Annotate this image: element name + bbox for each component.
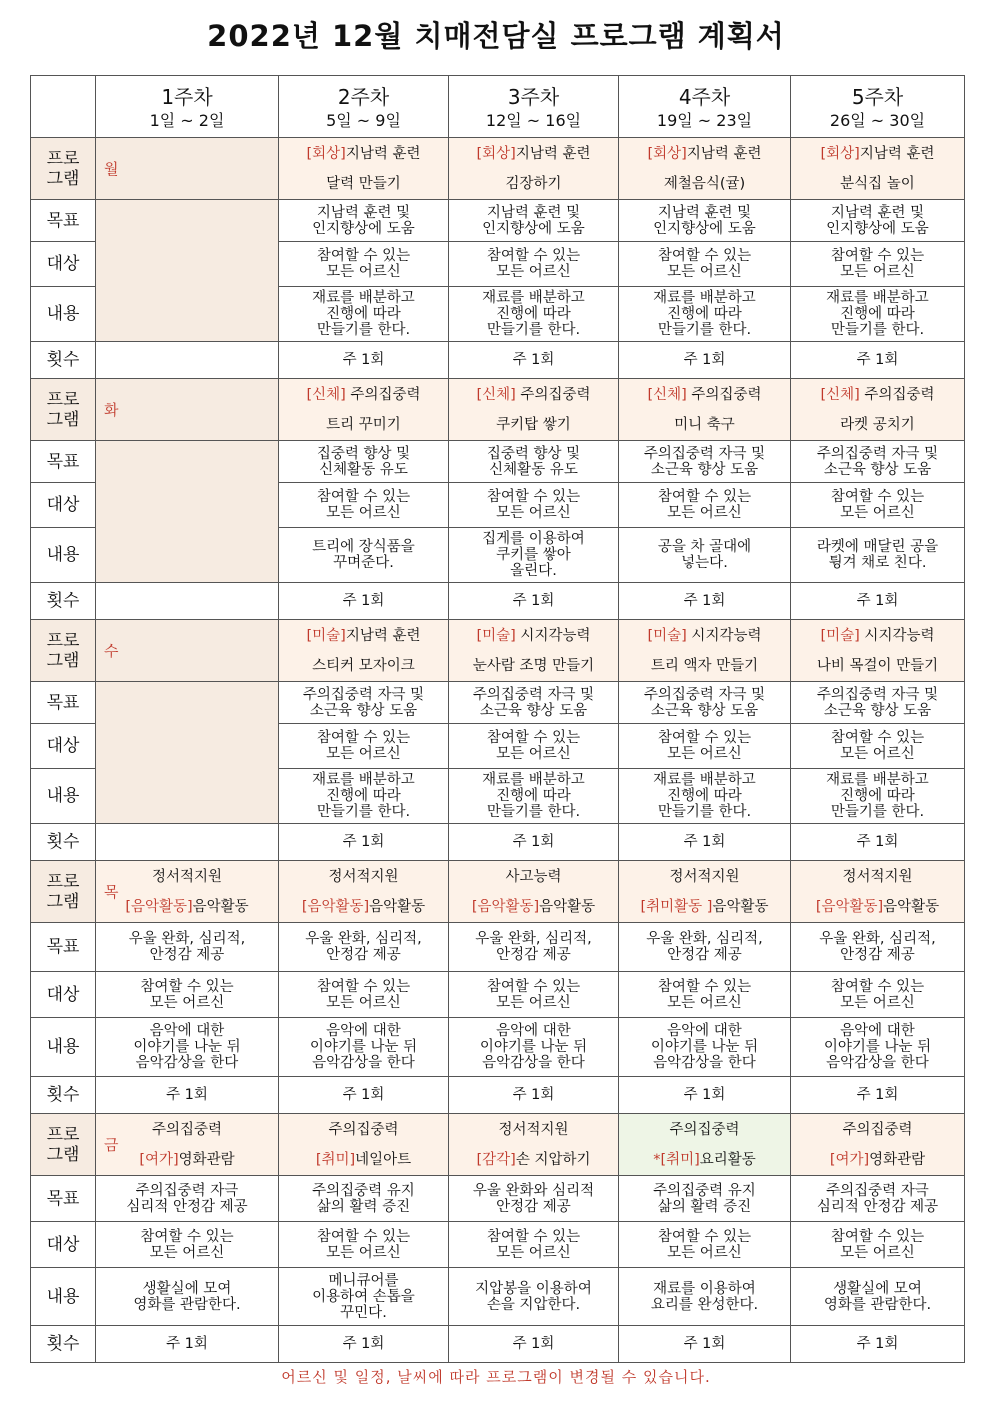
program-title: 요리활동 <box>699 1151 756 1168</box>
weekday-label: 목 <box>104 882 119 901</box>
category-tag: [미술] <box>476 627 516 644</box>
target-cell: 참여할 수 있는 모든 어르신 <box>791 724 965 769</box>
program-focus: 지남력 훈련 <box>686 145 762 162</box>
content-cell: 재료를 배분하고 진행에 따라 만들기를 한다. <box>619 769 791 824</box>
row-label-goal: 목표 <box>31 441 96 483</box>
count-cell: 주 1회 <box>279 1326 449 1363</box>
category-tag: [신체] <box>306 386 346 403</box>
program-cell <box>619 379 791 441</box>
content-cell: 집게를 이용하여 쿠키를 쌓아 올린다. <box>449 528 619 583</box>
content-cell: 재료를 이용하여 요리를 완성한다. <box>619 1268 791 1326</box>
change-notice: 어르신 및 일정, 날씨에 따라 프로그램이 변경될 수 있습니다. <box>281 1368 711 1386</box>
program-focus: 지남력 훈련 <box>345 627 421 644</box>
target-cell: 참여할 수 있는 모든 어르신 <box>619 724 791 769</box>
week1-empty-cell <box>96 824 279 861</box>
program-title: 음악활동 <box>712 898 769 915</box>
target-cell: 참여할 수 있는 모든 어르신 <box>279 724 449 769</box>
program-cell <box>449 1114 619 1176</box>
row-label-count: 횟수 <box>31 1077 96 1114</box>
program-focus: 정서적지원 <box>842 868 913 885</box>
program-row <box>31 1114 965 1176</box>
row-label-goal: 목표 <box>31 923 96 972</box>
target-cell: 참여할 수 있는 모든 어르신 <box>96 972 279 1018</box>
goal-cell: 주의집중력 자극 심리적 안정감 제공 <box>791 1176 965 1222</box>
goal-cell: 지남력 훈련 및 인지향상에 도움 <box>279 200 449 242</box>
program-title: 나비 목걸이 만들기 <box>816 657 939 674</box>
program-title: 음악활동 <box>369 898 426 915</box>
program-focus: 사고능력 <box>505 868 562 885</box>
content-row <box>31 1018 965 1077</box>
target-cell: 참여할 수 있는 모든 어르신 <box>279 242 449 287</box>
target-cell: 참여할 수 있는 모든 어르신 <box>449 724 619 769</box>
target-cell: 참여할 수 있는 모든 어르신 <box>279 483 449 528</box>
row-label-target: 대상 <box>31 483 96 528</box>
category-tag: [여가] <box>139 1151 179 1168</box>
program-title: 음악활동 <box>192 898 249 915</box>
content-cell: 음악에 대한 이야기를 나눈 뒤 음악감상을 한다 <box>619 1018 791 1077</box>
row-label-target: 대상 <box>31 972 96 1018</box>
count-cell: 주 1회 <box>279 1077 449 1114</box>
target-cell: 참여할 수 있는 모든 어르신 <box>619 483 791 528</box>
goal-cell: 우울 완화, 심리적, 안정감 제공 <box>791 923 965 972</box>
content-cell: 재료를 배분하고 진행에 따라 만들기를 한다. <box>619 287 791 342</box>
count-cell: 주 1회 <box>96 1326 279 1363</box>
content-cell: 재료를 배분하고 진행에 따라 만들기를 한다. <box>449 287 619 342</box>
row-label-target: 대상 <box>31 242 96 287</box>
row-label-count: 횟수 <box>31 583 96 620</box>
row-label-goal: 목표 <box>31 200 96 242</box>
program-focus: 정서적지원 <box>328 868 399 885</box>
category-tag: [미술] <box>647 627 687 644</box>
target-cell: 참여할 수 있는 모든 어르신 <box>791 1222 965 1268</box>
goal-cell: 주의집중력 자극 및 소근육 향상 도움 <box>279 682 449 724</box>
content-cell: 음악에 대한 이야기를 나눈 뒤 음악감상을 한다 <box>449 1018 619 1077</box>
program-focus: 시지각능력 <box>515 627 591 644</box>
goal-cell: 우울 완화, 심리적, 안정감 제공 <box>449 923 619 972</box>
program-focus: 지남력 훈련 <box>345 145 421 162</box>
week-header-row <box>31 76 965 138</box>
program-cell <box>449 138 619 200</box>
goal-cell: 우울 완화, 심리적, 안정감 제공 <box>279 923 449 972</box>
count-cell: 주 1회 <box>449 1077 619 1114</box>
row-label-content: 내용 <box>31 1018 96 1077</box>
goal-cell: 우울 완화, 심리적, 안정감 제공 <box>96 923 279 972</box>
category-tag: [미술] <box>820 627 860 644</box>
category-tag: [취미활동 ] <box>640 898 713 915</box>
program-cell <box>279 1114 449 1176</box>
program-title: 제철음식(귤) <box>663 175 746 192</box>
program-title: 영화관람 <box>178 1151 235 1168</box>
count-cell: 주 1회 <box>279 583 449 620</box>
goal-row <box>31 441 965 483</box>
target-cell: 참여할 수 있는 모든 어르신 <box>619 972 791 1018</box>
program-focus: 주의집중력 <box>669 1121 740 1138</box>
program-title: 음악활동 <box>539 898 596 915</box>
goal-row <box>31 200 965 242</box>
goal-row <box>31 1176 965 1222</box>
target-cell: 참여할 수 있는 모든 어르신 <box>279 1222 449 1268</box>
target-cell: 참여할 수 있는 모든 어르신 <box>279 972 449 1018</box>
program-title: 영화관람 <box>869 1151 926 1168</box>
page-title: 2022년 12월 치매전담실 프로그램 계획서 <box>207 19 785 53</box>
count-cell: 주 1회 <box>449 583 619 620</box>
week1-empty-cell <box>96 682 279 824</box>
program-row <box>31 138 965 200</box>
program-cell <box>791 620 965 682</box>
program-title: 눈사람 조명 만들기 <box>472 657 595 674</box>
program-focus: 정서적지원 <box>151 868 223 885</box>
weekday-label: 화 <box>96 379 279 441</box>
count-cell: 주 1회 <box>791 1077 965 1114</box>
category-tag: [신체] <box>647 386 687 403</box>
program-focus: 지남력 훈련 <box>859 145 935 162</box>
program-focus: 주의집중력 <box>515 386 591 403</box>
program-cell <box>279 861 449 923</box>
count-row <box>31 1077 965 1114</box>
category-tag: [회상] <box>647 145 687 162</box>
row-label-target: 대상 <box>31 724 96 769</box>
category-tag: [여가] <box>829 1151 870 1168</box>
week-header: 3주차 12일 ~ 16일 <box>449 76 619 138</box>
program-title: 스티커 모자이크 <box>312 657 415 674</box>
content-cell: 재료를 배분하고 진행에 따라 만들기를 한다. <box>449 769 619 824</box>
count-cell: 주 1회 <box>791 824 965 861</box>
category-tag: [음악활동] <box>815 898 884 915</box>
count-cell: 주 1회 <box>449 342 619 379</box>
week-header: 5주차 26일 ~ 30일 <box>791 76 965 138</box>
row-label-program: 프로 그램 <box>31 861 96 923</box>
goal-cell: 주의집중력 자극 및 소근육 향상 도움 <box>791 441 965 483</box>
target-row <box>31 1222 965 1268</box>
category-tag: [회상] <box>476 145 516 162</box>
content-cell: 라켓에 매달린 공을 튕겨 채로 친다. <box>791 528 965 583</box>
category-tag: [음악활동] <box>125 898 193 915</box>
row-label-content: 내용 <box>31 287 96 342</box>
program-title: 분식집 놀이 <box>840 175 915 192</box>
week1-empty-cell <box>96 200 279 342</box>
count-cell: 주 1회 <box>619 1077 791 1114</box>
row-label-program: 프로 그램 <box>31 620 96 682</box>
program-title: 네일아트 <box>355 1151 412 1168</box>
content-cell: 재료를 배분하고 진행에 따라 만들기를 한다. <box>791 287 965 342</box>
content-cell: 음악에 대한 이야기를 나눈 뒤 음악감상을 한다 <box>96 1018 279 1077</box>
content-cell: 재료를 배분하고 진행에 따라 만들기를 한다. <box>791 769 965 824</box>
count-cell: 주 1회 <box>449 1326 619 1363</box>
count-cell: 주 1회 <box>96 1077 279 1114</box>
content-cell: 음악에 대한 이야기를 나눈 뒤 음악감상을 한다 <box>279 1018 449 1077</box>
program-cell <box>449 861 619 923</box>
target-cell: 참여할 수 있는 모든 어르신 <box>449 242 619 287</box>
week1-empty-cell <box>96 342 279 379</box>
target-cell: 참여할 수 있는 모든 어르신 <box>619 242 791 287</box>
target-cell: 참여할 수 있는 모든 어르신 <box>449 483 619 528</box>
row-label-content: 내용 <box>31 769 96 824</box>
program-cell <box>449 620 619 682</box>
target-cell: 참여할 수 있는 모든 어르신 <box>96 1222 279 1268</box>
count-cell: 주 1회 <box>619 342 791 379</box>
weekday-label: 수 <box>96 620 279 682</box>
week-header: 2주차 5일 ~ 9일 <box>279 76 449 138</box>
goal-cell: 주의집중력 자극 및 소근육 향상 도움 <box>619 441 791 483</box>
program-title: 달력 만들기 <box>326 175 401 192</box>
count-row <box>31 824 965 861</box>
row-label-count: 횟수 <box>31 824 96 861</box>
goal-cell: 집중력 향상 및 신체활동 유도 <box>279 441 449 483</box>
program-focus: 주의집중력 <box>686 386 762 403</box>
goal-cell: 지남력 훈련 및 인지향상에 도움 <box>619 200 791 242</box>
program-cell <box>791 379 965 441</box>
goal-row <box>31 682 965 724</box>
goal-cell: 집중력 향상 및 신체활동 유도 <box>449 441 619 483</box>
category-tag: [음악활동] <box>301 898 370 915</box>
program-cell <box>791 861 965 923</box>
category-tag: [감각] <box>476 1151 516 1168</box>
goal-cell: 주의집중력 자극 및 소근육 향상 도움 <box>619 682 791 724</box>
program-cell <box>96 1114 279 1176</box>
goal-cell: 우울 완화와 심리적 안정감 제공 <box>449 1176 619 1222</box>
category-tag: [신체] <box>476 386 516 403</box>
count-cell: 주 1회 <box>791 342 965 379</box>
program-focus: 주의집중력 <box>859 386 935 403</box>
week1-empty-cell <box>96 441 279 583</box>
program-schedule-table <box>30 75 965 1363</box>
program-focus: 주의집중력 <box>328 1121 399 1138</box>
program-row <box>31 620 965 682</box>
program-cell <box>619 1114 791 1176</box>
program-title: 손 지압하기 <box>515 1151 591 1168</box>
row-label-goal: 목표 <box>31 682 96 724</box>
program-title: 트리 액자 만들기 <box>650 657 759 674</box>
count-cell: 주 1회 <box>619 1326 791 1363</box>
target-cell: 참여할 수 있는 모든 어르신 <box>791 972 965 1018</box>
category-tag: [회상] <box>820 145 860 162</box>
row-label-count: 횟수 <box>31 342 96 379</box>
content-row <box>31 1268 965 1326</box>
program-title: 트리 꾸미기 <box>326 416 401 433</box>
content-cell: 재료를 배분하고 진행에 따라 만들기를 한다. <box>279 287 449 342</box>
category-tag: [회상] <box>306 145 346 162</box>
count-cell: 주 1회 <box>449 824 619 861</box>
goal-cell: 주의집중력 자극 및 소근육 향상 도움 <box>791 682 965 724</box>
goal-cell: 주의집중력 자극 심리적 안정감 제공 <box>96 1176 279 1222</box>
week1-empty-cell <box>96 583 279 620</box>
program-row <box>31 379 965 441</box>
count-cell: 주 1회 <box>619 583 791 620</box>
row-label-program: 프로 그램 <box>31 1114 96 1176</box>
count-row <box>31 1326 965 1363</box>
program-title: 쿠키탑 쌓기 <box>496 416 571 433</box>
program-focus: 정서적지원 <box>498 1121 569 1138</box>
program-focus: 주의집중력 <box>842 1121 913 1138</box>
week-header: 4주차 19일 ~ 23일 <box>619 76 791 138</box>
row-label-count: 횟수 <box>31 1326 96 1363</box>
goal-cell: 지남력 훈련 및 인지향상에 도움 <box>449 200 619 242</box>
program-focus: 정서적지원 <box>669 868 740 885</box>
row-label-goal: 목표 <box>31 1176 96 1222</box>
corner-cell <box>31 76 96 138</box>
count-row <box>31 342 965 379</box>
program-cell <box>619 620 791 682</box>
goal-cell: 우울 완화, 심리적, 안정감 제공 <box>619 923 791 972</box>
program-row <box>31 861 965 923</box>
category-tag: *[취미] <box>653 1151 700 1168</box>
target-row <box>31 972 965 1018</box>
target-cell: 참여할 수 있는 모든 어르신 <box>619 1222 791 1268</box>
count-cell: 주 1회 <box>791 1326 965 1363</box>
row-label-content: 내용 <box>31 1268 96 1326</box>
category-tag: [미술] <box>306 627 346 644</box>
program-cell <box>791 138 965 200</box>
program-title: 미니 축구 <box>674 416 735 433</box>
content-cell: 지압봉을 이용하여 손을 지압한다. <box>449 1268 619 1326</box>
target-cell: 참여할 수 있는 모든 어르신 <box>449 1222 619 1268</box>
row-label-target: 대상 <box>31 1222 96 1268</box>
count-cell: 주 1회 <box>791 583 965 620</box>
program-focus: 시지각능력 <box>686 627 762 644</box>
program-title: 라켓 공치기 <box>840 416 915 433</box>
row-label-program: 프로 그램 <box>31 379 96 441</box>
content-cell: 트리에 장식품을 꾸며준다. <box>279 528 449 583</box>
program-focus: 주의집중력 <box>345 386 421 403</box>
goal-cell: 주의집중력 자극 및 소근육 향상 도움 <box>449 682 619 724</box>
content-cell: 음악에 대한 이야기를 나눈 뒤 음악감상을 한다 <box>791 1018 965 1077</box>
row-label-program: 프로 그램 <box>31 138 96 200</box>
content-cell: 생활실에 모여 영화를 관람한다. <box>96 1268 279 1326</box>
content-cell: 생활실에 모여 영화를 관람한다. <box>791 1268 965 1326</box>
row-label-content: 내용 <box>31 528 96 583</box>
program-focus: 시지각능력 <box>859 627 935 644</box>
program-cell <box>279 379 449 441</box>
target-cell: 참여할 수 있는 모든 어르신 <box>449 972 619 1018</box>
program-cell <box>96 861 279 923</box>
weekday-label: 월 <box>96 138 279 200</box>
weekday-label: 금 <box>104 1135 119 1154</box>
program-cell <box>791 1114 965 1176</box>
category-tag: [신체] <box>820 386 860 403</box>
count-cell: 주 1회 <box>279 342 449 379</box>
category-tag: [취미] <box>315 1151 356 1168</box>
program-focus: 주의집중력 <box>151 1121 223 1138</box>
program-title: 음악활동 <box>883 898 940 915</box>
target-cell: 참여할 수 있는 모든 어르신 <box>791 483 965 528</box>
program-cell <box>619 138 791 200</box>
program-cell <box>449 379 619 441</box>
target-cell: 참여할 수 있는 모든 어르신 <box>791 242 965 287</box>
content-cell: 메니큐어를 이용하여 손톱을 꾸민다. <box>279 1268 449 1326</box>
content-cell: 공을 차 골대에 넣는다. <box>619 528 791 583</box>
program-title: 김장하기 <box>505 175 562 192</box>
program-cell <box>619 861 791 923</box>
category-tag: [음악활동] <box>471 898 540 915</box>
goal-cell: 주의집중력 유지 삶의 활력 증진 <box>619 1176 791 1222</box>
content-cell: 재료를 배분하고 진행에 따라 만들기를 한다. <box>279 769 449 824</box>
count-cell: 주 1회 <box>619 824 791 861</box>
program-cell <box>279 138 449 200</box>
program-focus: 지남력 훈련 <box>515 145 591 162</box>
program-cell <box>279 620 449 682</box>
goal-cell: 지남력 훈련 및 인지향상에 도움 <box>791 200 965 242</box>
count-cell: 주 1회 <box>279 824 449 861</box>
count-row <box>31 583 965 620</box>
week-header: 1주차 1일 ~ 2일 <box>96 76 279 138</box>
goal-row <box>31 923 965 972</box>
goal-cell: 주의집중력 유지 삶의 활력 증진 <box>279 1176 449 1222</box>
